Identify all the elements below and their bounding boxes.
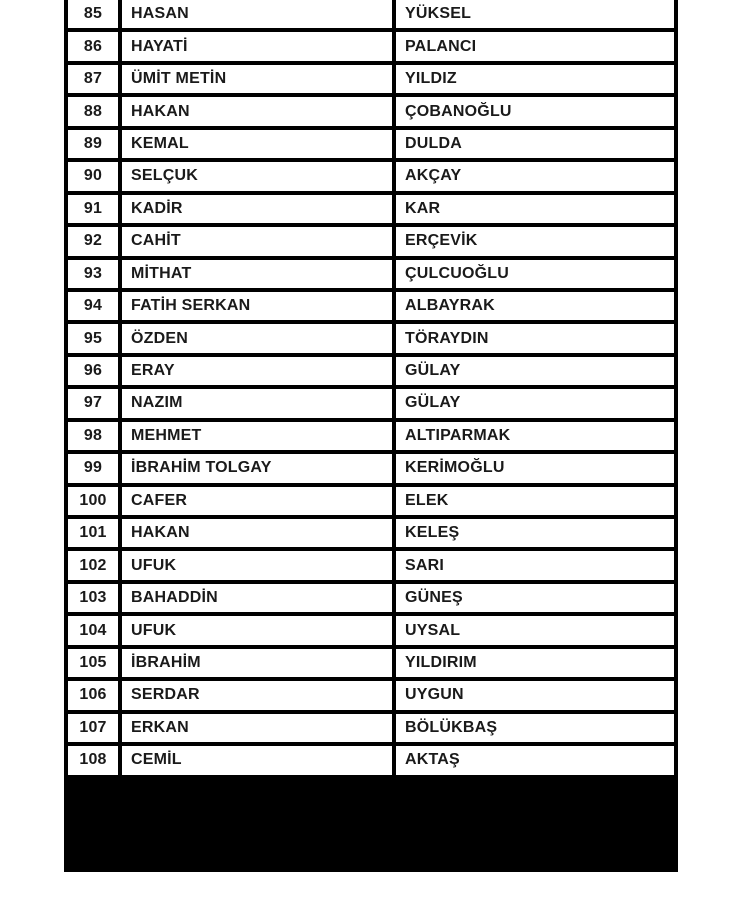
- last-name-cell: TÖRAYDIN: [396, 324, 674, 352]
- last-name-cell: ALTIPARMAK: [396, 422, 674, 450]
- last-name-cell: SARI: [396, 551, 674, 579]
- table-row: [68, 260, 674, 288]
- row-number-cell: 86: [68, 32, 118, 60]
- first-name-cell: HAKAN: [122, 97, 392, 125]
- row-number-cell: 102: [68, 551, 118, 579]
- row-number-cell: 107: [68, 714, 118, 742]
- last-name-cell: YILDIRIM: [396, 649, 674, 677]
- first-name-cell: CAHİT: [122, 227, 392, 255]
- roster-table-frame: [64, 0, 678, 872]
- first-name-cell: İBRAHİM TOLGAY: [122, 454, 392, 482]
- first-name-cell: HASAN: [122, 0, 392, 28]
- first-name-cell: CAFER: [122, 487, 392, 515]
- table-row: [68, 195, 674, 223]
- row-number-cell: 85: [68, 0, 118, 28]
- row-number-cell: 87: [68, 65, 118, 93]
- table-row: [68, 714, 674, 742]
- last-name-cell: DULDA: [396, 130, 674, 158]
- table-row: [68, 487, 674, 515]
- table-row: [68, 584, 674, 612]
- first-name-cell: FATİH SERKAN: [122, 292, 392, 320]
- last-name-cell: KERİMOĞLU: [396, 454, 674, 482]
- row-number-cell: 96: [68, 357, 118, 385]
- first-name-cell: MEHMET: [122, 422, 392, 450]
- last-name-cell: AKTAŞ: [396, 746, 674, 774]
- first-name-cell: UFUK: [122, 551, 392, 579]
- first-name-cell: SERDAR: [122, 681, 392, 709]
- table-row: [68, 130, 674, 158]
- row-number-cell: 91: [68, 195, 118, 223]
- table-row: [68, 162, 674, 190]
- row-number-cell: 89: [68, 130, 118, 158]
- roster-table: [64, 0, 678, 779]
- table-row: [68, 454, 674, 482]
- first-name-cell: İBRAHİM: [122, 649, 392, 677]
- row-number-cell: 103: [68, 584, 118, 612]
- row-number-cell: 93: [68, 260, 118, 288]
- first-name-cell: SELÇUK: [122, 162, 392, 190]
- last-name-cell: YILDIZ: [396, 65, 674, 93]
- first-name-cell: CEMİL: [122, 746, 392, 774]
- first-name-cell: ERAY: [122, 357, 392, 385]
- table-row: [68, 324, 674, 352]
- last-name-cell: ELEK: [396, 487, 674, 515]
- last-name-cell: UYGUN: [396, 681, 674, 709]
- row-number-cell: 104: [68, 616, 118, 644]
- table-row: [68, 32, 674, 60]
- last-name-cell: PALANCI: [396, 32, 674, 60]
- table-row: [68, 65, 674, 93]
- row-number-cell: 108: [68, 746, 118, 774]
- first-name-cell: MİTHAT: [122, 260, 392, 288]
- last-name-cell: ALBAYRAK: [396, 292, 674, 320]
- table-row: [68, 681, 674, 709]
- table-row: [68, 389, 674, 417]
- row-number-cell: 98: [68, 422, 118, 450]
- row-number-cell: 95: [68, 324, 118, 352]
- last-name-cell: ÇOBANOĞLU: [396, 97, 674, 125]
- row-number-cell: 100: [68, 487, 118, 515]
- row-number-cell: 94: [68, 292, 118, 320]
- row-number-cell: 90: [68, 162, 118, 190]
- first-name-cell: KADİR: [122, 195, 392, 223]
- table-row: [68, 616, 674, 644]
- row-number-cell: 97: [68, 389, 118, 417]
- table-row: [68, 422, 674, 450]
- row-number-cell: 105: [68, 649, 118, 677]
- last-name-cell: ÇULCUOĞLU: [396, 260, 674, 288]
- last-name-cell: GÜLAY: [396, 357, 674, 385]
- last-name-cell: GÜLAY: [396, 389, 674, 417]
- row-number-cell: 99: [68, 454, 118, 482]
- row-number-cell: 106: [68, 681, 118, 709]
- row-number-cell: 92: [68, 227, 118, 255]
- table-row: [68, 746, 674, 774]
- last-name-cell: YÜKSEL: [396, 0, 674, 28]
- first-name-cell: NAZIM: [122, 389, 392, 417]
- roster-table-body: [68, 0, 674, 775]
- table-row: [68, 0, 674, 28]
- table-row: [68, 97, 674, 125]
- last-name-cell: KELEŞ: [396, 519, 674, 547]
- table-row: [68, 551, 674, 579]
- last-name-cell: AKÇAY: [396, 162, 674, 190]
- row-number-cell: 101: [68, 519, 118, 547]
- first-name-cell: ÜMİT METİN: [122, 65, 392, 93]
- table-row: [68, 357, 674, 385]
- last-name-cell: KAR: [396, 195, 674, 223]
- first-name-cell: ÖZDEN: [122, 324, 392, 352]
- last-name-cell: UYSAL: [396, 616, 674, 644]
- first-name-cell: ERKAN: [122, 714, 392, 742]
- first-name-cell: HAKAN: [122, 519, 392, 547]
- first-name-cell: HAYATİ: [122, 32, 392, 60]
- table-row: [68, 649, 674, 677]
- last-name-cell: ERÇEVİK: [396, 227, 674, 255]
- table-row: [68, 292, 674, 320]
- table-row: [68, 227, 674, 255]
- last-name-cell: BÖLÜKBAŞ: [396, 714, 674, 742]
- table-row: [68, 519, 674, 547]
- row-number-cell: 88: [68, 97, 118, 125]
- first-name-cell: BAHADDİN: [122, 584, 392, 612]
- first-name-cell: UFUK: [122, 616, 392, 644]
- first-name-cell: KEMAL: [122, 130, 392, 158]
- last-name-cell: GÜNEŞ: [396, 584, 674, 612]
